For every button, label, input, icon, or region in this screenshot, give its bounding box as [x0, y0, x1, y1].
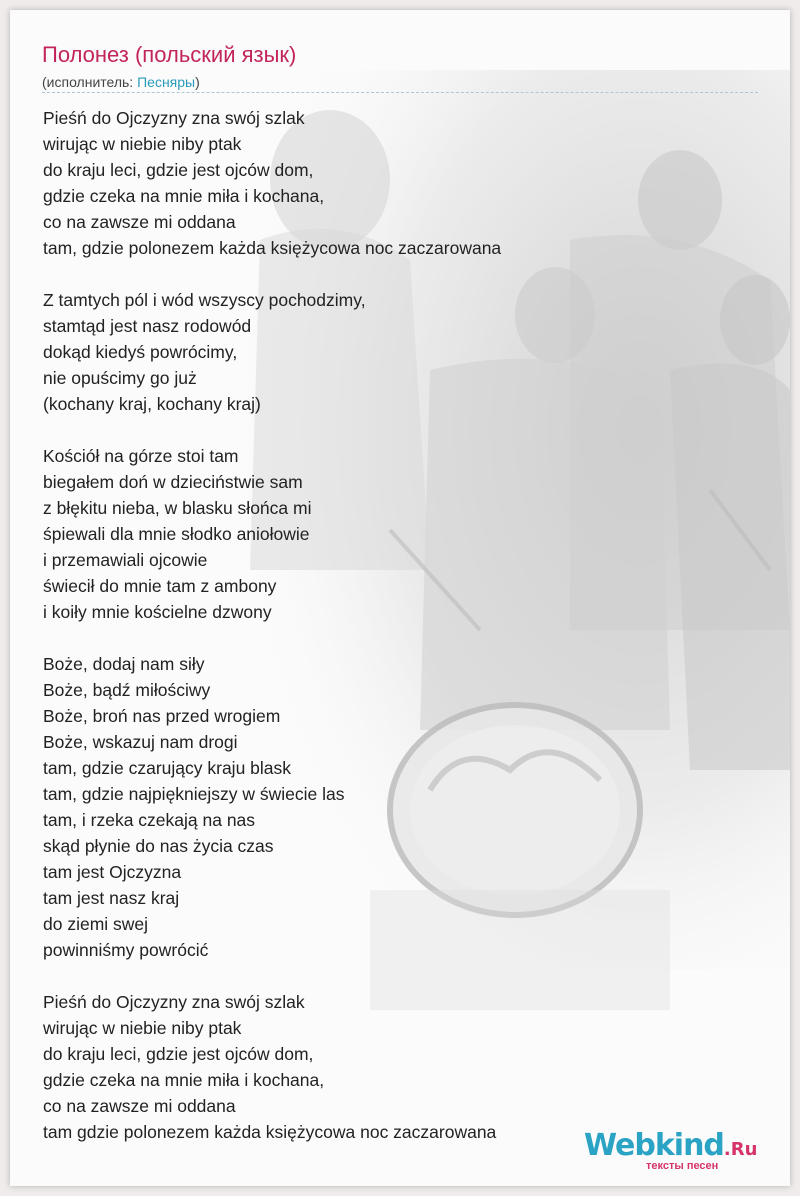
lyric-line: stamtąd jest nasz rodowód — [43, 316, 252, 336]
lyric-line: tam, gdzie czarujący kraju blask — [43, 758, 292, 778]
lyric-line: wirując w niebie niby ptak — [43, 134, 242, 154]
performer-link[interactable]: Песняры — [137, 74, 196, 90]
lyric-line: co na zawsze mi oddana — [43, 212, 236, 232]
performer-suffix: ) — [195, 74, 200, 90]
lyric-line: biegałem doń w dzieciństwie sam — [43, 472, 303, 492]
lyric-line: Kościół na górze stoi tam — [43, 446, 239, 466]
lyric-line: śpiewali dla mnie słodko aniołowie — [43, 524, 310, 544]
performer-line — [42, 72, 758, 92]
lyric-line: Z tamtych pól i wód wszyscy pochodzimy, — [43, 290, 366, 310]
webkind-logo — [584, 1128, 757, 1163]
lyric-line: tam jest nasz kraj — [43, 888, 180, 908]
lyrics-body — [43, 105, 763, 1145]
lyric-line: do kraju leci, gdzie jest ojców dom, — [43, 1044, 314, 1064]
brand-tagline: тексты песен — [646, 1160, 719, 1172]
stanza-gap — [43, 417, 763, 443]
lyric-line: wirując w niebie niby ptak — [43, 1018, 242, 1038]
lyric-line: Pieśń do Ojczyzny zna swój szlak — [43, 108, 305, 128]
lyric-line: Pieśń do Ojczyzny zna swój szlak — [43, 992, 305, 1012]
header-divider — [42, 92, 758, 93]
lyric-line: gdzie czeka na mnie miła i kochana, — [43, 1070, 325, 1090]
stanza-gap — [43, 963, 763, 989]
lyric-line: tam gdzie polonezem każda księżycowa noc zaczarowana — [43, 1122, 497, 1142]
performer-prefix: (исполнитель: — [42, 74, 138, 90]
song-header — [42, 40, 758, 92]
song-title: Полонез (польский язык) — [42, 42, 297, 67]
lyric-line: tam jest Ojczyzna — [43, 862, 182, 882]
stanza-gap — [43, 625, 763, 651]
lyric-line: nie opuścimy go już — [43, 368, 197, 388]
lyric-line: tam, gdzie najpiękniejszy w świecie las — [43, 784, 345, 804]
lyric-line: i przemawiali ojcowie — [43, 550, 208, 570]
lyric-line: dokąd kiedyś powrócimy, — [43, 342, 238, 362]
lyric-line: Boże, wskazuj nam drogi — [43, 732, 238, 752]
stanza-gap — [43, 261, 763, 287]
lyric-line: Boże, bądź miłościwy — [43, 680, 211, 700]
lyric-line: skąd płynie do nas życia czas — [43, 836, 274, 856]
lyric-line: do ziemi swej — [43, 914, 149, 934]
lyric-line: Boże, dodaj nam siły — [43, 654, 205, 674]
lyric-line: powinniśmy powrócić — [43, 940, 209, 960]
brand-name: Webkind — [584, 1128, 724, 1163]
lyric-line: co na zawsze mi oddana — [43, 1096, 236, 1116]
webkind-watermark — [584, 1128, 784, 1178]
lyric-line: świecił do mnie tam z ambony — [43, 576, 277, 596]
lyrics-card — [10, 10, 790, 1186]
lyric-line: gdzie czeka na mnie miła i kochana, — [43, 186, 325, 206]
lyric-line: tam, gdzie polonezem każda księżycowa noc zaczarowana — [43, 238, 502, 258]
lyric-line: z błękitu nieba, w blasku słońca mi — [43, 498, 312, 518]
lyric-line: Boże, broń nas przed wrogiem — [43, 706, 281, 726]
lyric-line: i koiły mnie kościelne dzwony — [43, 602, 272, 622]
lyric-line: tam, i rzeka czekają na nas — [43, 810, 256, 830]
lyric-line: (kochany kraj, kochany kraj) — [43, 394, 261, 414]
lyric-line: do kraju leci, gdzie jest ojców dom, — [43, 160, 314, 180]
brand-domain: .Ru — [723, 1139, 758, 1160]
